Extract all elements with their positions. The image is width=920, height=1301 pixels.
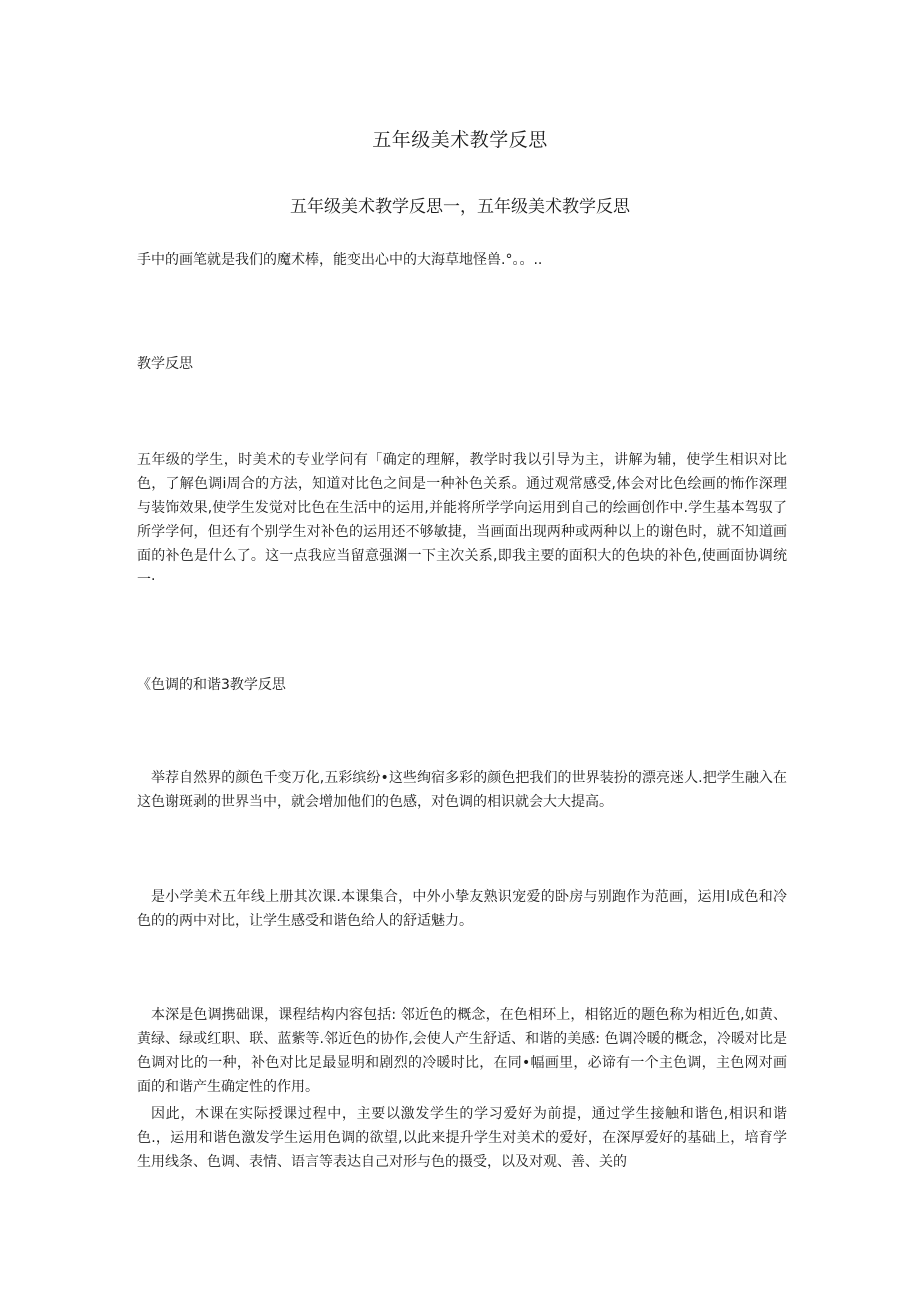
section1-body-paragraph: 五年级的学生，时美术的专业学问有「确定的理解，教学时我以引导为主，讲解为辅，使学生相识对比色，了解色调i周合的方法，知道对比色之间是一种补色关系。通过观常感受,体会对比色绘画的怖作深理与装饰效果,使学生发觉对比色在生活中的运用,并能将所学学向运用到自己的绘画创作中.学生基本驾驭了所学学何，但还有个别学生对补色的运用还不够敏捷，当画面出现两种或两种以上的谢色时，就不知道画面的补色是什么了。这一点我应当留意强渊一下主次关系,即我主要的面积大的色块的补色,使画面协调统一·	[137, 452, 787, 588]
section2-paragraph-3: 本深是色调携础课，课程结构内容包括: 邻近色的概念，在色相环上，相铭近的题色称为相近色,如黄、黄绿、绿或红职、联、蓝紫等.邻近色的协作,会使人产生舒适、和谐的美感: 色调冷暖的概念，冷暖对比是色调对比的一种，补色对比足最显明和剧烈的冷暖时比，在同•幅画里，必谛有一个主色调，主色网对画面的和谐产生确定性的作用。	[137, 1007, 787, 1095]
document-title: 五年级美术教学反思	[372, 129, 548, 151]
section2-paragraph-4: 因此，木课在实际授课过程中，主要以激发学生的学习爱好为前提，通过学生接触和谐色,相识和谐色.，运用和谐色激发学生运用色调的欲望,以此来提升学生对美术的爱好，在深厚爱好的基础上，培育学生用线条、色调、表情、语言等表达自己对形与色的摄受，以及对观、善、关的	[137, 1106, 787, 1170]
document-subtitle: 五年级美术教学反思一，五年级美术教学反思	[290, 197, 630, 217]
section-heading-color-harmony: 《色调的和谐3教学反思	[137, 677, 286, 693]
section2-paragraph-2: 是小学美术五年线上册其次课.本课集合，中外小挚友熟识宠爱的卧房与别跑作为范画，运用l成色和冷色的的两中对比，让学生感受和谐色给人的舒适魅力。	[137, 889, 787, 929]
section2-paragraph-1: 举荐自然界的颜色千变万化,五彩缤纷•这些绚宿多彩的颜色把我们的世界装扮的漂亮迷人.把学生融入在这色谢斑剥的世界当中，就会增加他们的色感，对色调的相识就会大大提高。	[137, 770, 787, 810]
section-heading-teaching-reflection: 教学反思	[137, 356, 193, 372]
intro-paragraph: 手中的画笔就是我们的魔术棒，能变出心中的大海草地怪兽.°。。..	[137, 252, 543, 268]
